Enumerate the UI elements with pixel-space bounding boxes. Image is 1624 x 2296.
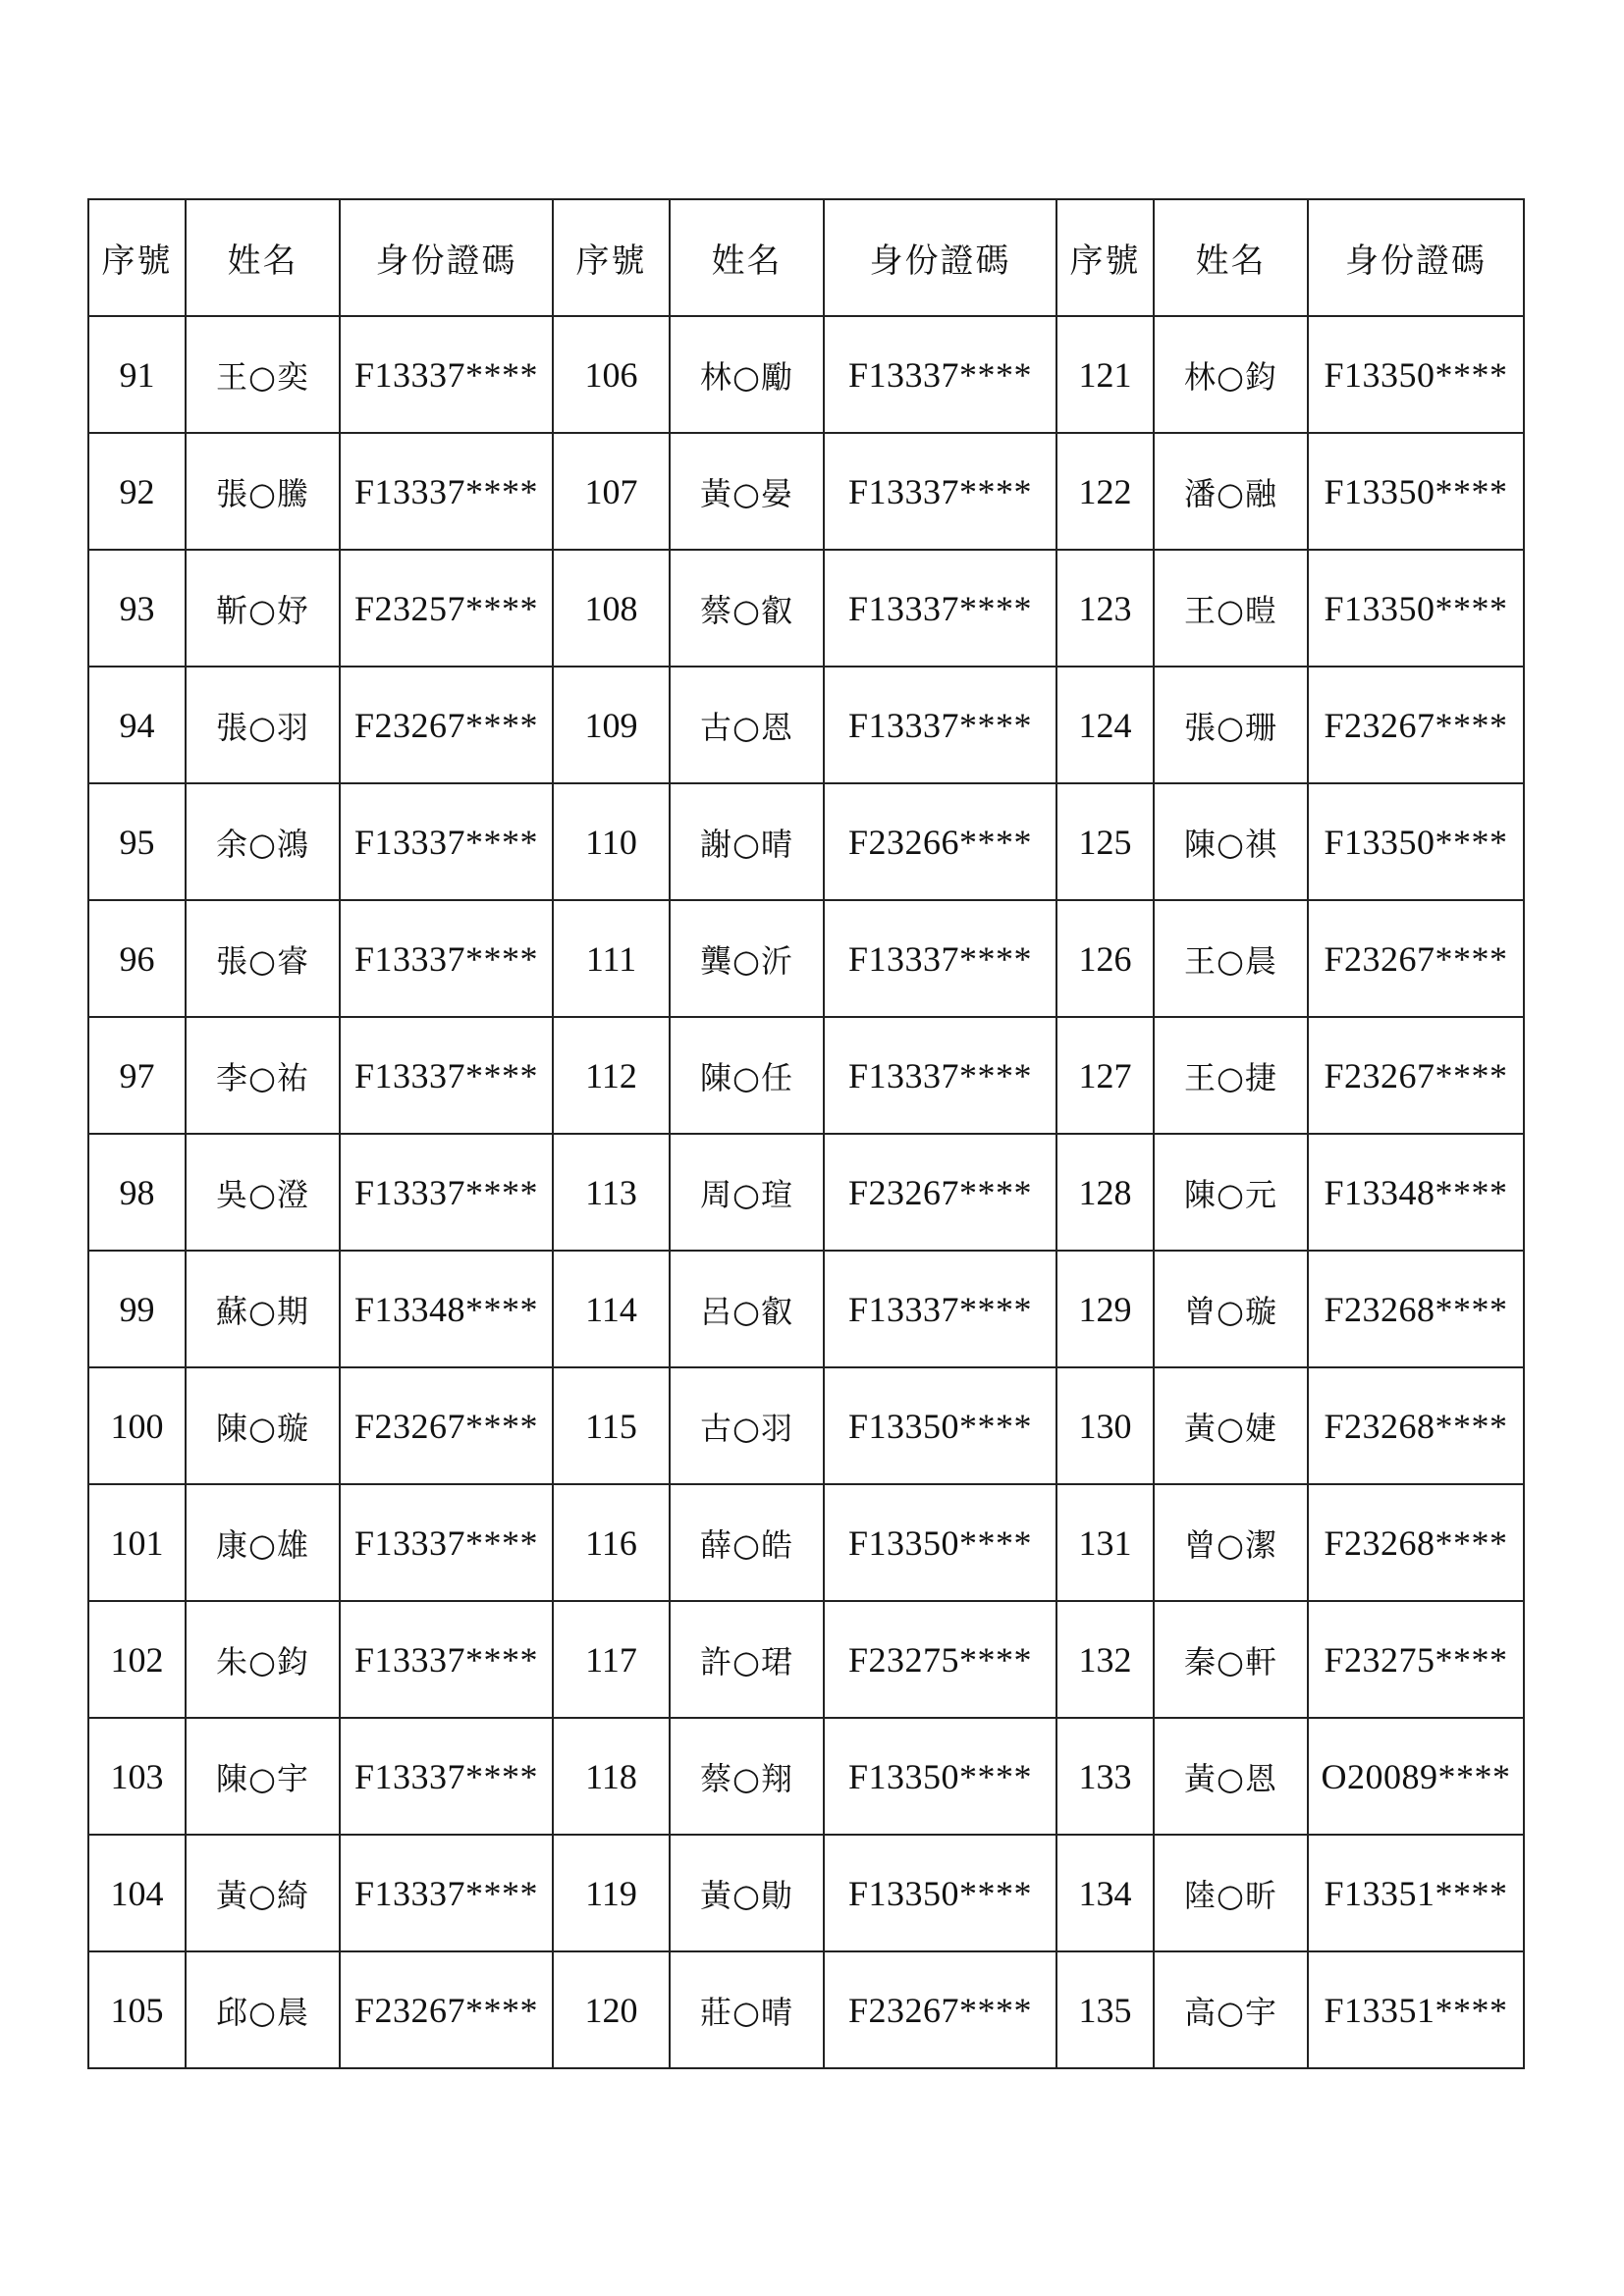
- name-cell: 張○羽: [186, 667, 340, 783]
- seq-cell: 132: [1056, 1601, 1154, 1718]
- table-row: [88, 550, 1524, 667]
- id-cell: F13337****: [824, 550, 1056, 667]
- table-row: [88, 316, 1524, 433]
- seq-cell: 102: [88, 1601, 186, 1718]
- seq-cell: 116: [553, 1484, 670, 1601]
- seq-cell: 99: [88, 1251, 186, 1367]
- header-seq-3: 序號: [1056, 199, 1154, 316]
- seq-cell: 100: [88, 1367, 186, 1484]
- id-cell: F13350****: [824, 1835, 1056, 1951]
- name-cell: 莊○晴: [670, 1951, 824, 2068]
- seq-cell: 121: [1056, 316, 1154, 433]
- name-cell: 龔○沂: [670, 900, 824, 1017]
- seq-cell: 93: [88, 550, 186, 667]
- header-name-2: 姓名: [670, 199, 824, 316]
- name-cell: 曾○潔: [1154, 1484, 1308, 1601]
- id-cell: F13350****: [824, 1718, 1056, 1835]
- id-cell: F23266****: [824, 783, 1056, 900]
- id-cell: F13337****: [340, 1017, 553, 1134]
- seq-cell: 134: [1056, 1835, 1154, 1951]
- name-cell: 王○暟: [1154, 550, 1308, 667]
- seq-cell: 105: [88, 1951, 186, 2068]
- seq-cell: 127: [1056, 1017, 1154, 1134]
- table-row: [88, 1134, 1524, 1251]
- table-row: [88, 1718, 1524, 1835]
- header-name-1: 姓名: [186, 199, 340, 316]
- id-cell: F23268****: [1308, 1367, 1524, 1484]
- id-cell: F13337****: [824, 1017, 1056, 1134]
- seq-cell: 98: [88, 1134, 186, 1251]
- name-cell: 潘○融: [1154, 433, 1308, 550]
- roster-table: [87, 198, 1525, 2069]
- name-cell: 余○鴻: [186, 783, 340, 900]
- name-cell: 黃○綺: [186, 1835, 340, 1951]
- name-cell: 王○奕: [186, 316, 340, 433]
- id-cell: F23267****: [824, 1134, 1056, 1251]
- seq-cell: 131: [1056, 1484, 1154, 1601]
- id-cell: F13337****: [340, 900, 553, 1017]
- table-row: [88, 1835, 1524, 1951]
- id-cell: F13350****: [1308, 433, 1524, 550]
- table-row: [88, 1484, 1524, 1601]
- seq-cell: 133: [1056, 1718, 1154, 1835]
- header-id-2: 身份證碼: [824, 199, 1056, 316]
- seq-cell: 97: [88, 1017, 186, 1134]
- name-cell: 陳○元: [1154, 1134, 1308, 1251]
- id-cell: F13350****: [1308, 550, 1524, 667]
- id-cell: F23267****: [1308, 667, 1524, 783]
- name-cell: 陳○璇: [186, 1367, 340, 1484]
- id-cell: F23268****: [1308, 1484, 1524, 1601]
- id-cell: F13337****: [824, 900, 1056, 1017]
- name-cell: 高○宇: [1154, 1951, 1308, 2068]
- name-cell: 黃○勛: [670, 1835, 824, 1951]
- id-cell: F23257****: [340, 550, 553, 667]
- name-cell: 陳○宇: [186, 1718, 340, 1835]
- id-cell: F23267****: [340, 667, 553, 783]
- name-cell: 林○勵: [670, 316, 824, 433]
- seq-cell: 101: [88, 1484, 186, 1601]
- seq-cell: 130: [1056, 1367, 1154, 1484]
- id-cell: F13350****: [824, 1484, 1056, 1601]
- name-cell: 黃○恩: [1154, 1718, 1308, 1835]
- id-cell: F13337****: [340, 1718, 553, 1835]
- seq-cell: 108: [553, 550, 670, 667]
- header-id-3: 身份證碼: [1308, 199, 1524, 316]
- header-seq-2: 序號: [553, 199, 670, 316]
- name-cell: 呂○叡: [670, 1251, 824, 1367]
- id-cell: F13337****: [340, 783, 553, 900]
- id-cell: F13337****: [340, 1134, 553, 1251]
- name-cell: 張○睿: [186, 900, 340, 1017]
- id-cell: F23267****: [1308, 1017, 1524, 1134]
- name-cell: 邱○晨: [186, 1951, 340, 2068]
- name-cell: 朱○鈞: [186, 1601, 340, 1718]
- id-cell: F23268****: [1308, 1251, 1524, 1367]
- seq-cell: 120: [553, 1951, 670, 2068]
- seq-cell: 107: [553, 433, 670, 550]
- header-name-3: 姓名: [1154, 199, 1308, 316]
- name-cell: 蔡○翔: [670, 1718, 824, 1835]
- id-cell: F23275****: [1308, 1601, 1524, 1718]
- seq-cell: 103: [88, 1718, 186, 1835]
- seq-cell: 91: [88, 316, 186, 433]
- name-cell: 陳○祺: [1154, 783, 1308, 900]
- name-cell: 吳○澄: [186, 1134, 340, 1251]
- table-row: [88, 667, 1524, 783]
- header-id-1: 身份證碼: [340, 199, 553, 316]
- id-cell: F13337****: [824, 316, 1056, 433]
- name-cell: 王○晨: [1154, 900, 1308, 1017]
- name-cell: 陸○昕: [1154, 1835, 1308, 1951]
- name-cell: 古○羽: [670, 1367, 824, 1484]
- seq-cell: 110: [553, 783, 670, 900]
- seq-cell: 135: [1056, 1951, 1154, 2068]
- seq-cell: 95: [88, 783, 186, 900]
- table-row: [88, 900, 1524, 1017]
- id-cell: F13337****: [340, 433, 553, 550]
- id-cell: F13348****: [1308, 1134, 1524, 1251]
- name-cell: 許○珺: [670, 1601, 824, 1718]
- id-cell: F13351****: [1308, 1835, 1524, 1951]
- table-row: [88, 1251, 1524, 1367]
- name-cell: 黃○晏: [670, 433, 824, 550]
- id-cell: O20089****: [1308, 1718, 1524, 1835]
- id-cell: F13350****: [824, 1367, 1056, 1484]
- name-cell: 薛○皓: [670, 1484, 824, 1601]
- table-row: [88, 433, 1524, 550]
- seq-cell: 124: [1056, 667, 1154, 783]
- header-seq-1: 序號: [88, 199, 186, 316]
- seq-cell: 117: [553, 1601, 670, 1718]
- seq-cell: 111: [553, 900, 670, 1017]
- id-cell: F23267****: [340, 1367, 553, 1484]
- id-cell: F13350****: [1308, 316, 1524, 433]
- seq-cell: 118: [553, 1718, 670, 1835]
- seq-cell: 92: [88, 433, 186, 550]
- id-cell: F23275****: [824, 1601, 1056, 1718]
- seq-cell: 119: [553, 1835, 670, 1951]
- name-cell: 曾○璇: [1154, 1251, 1308, 1367]
- seq-cell: 106: [553, 316, 670, 433]
- name-cell: 張○騰: [186, 433, 340, 550]
- id-cell: F13351****: [1308, 1951, 1524, 2068]
- name-cell: 周○瑄: [670, 1134, 824, 1251]
- id-cell: F23267****: [340, 1951, 553, 2068]
- name-cell: 陳○任: [670, 1017, 824, 1134]
- id-cell: F13350****: [1308, 783, 1524, 900]
- table-row: [88, 1367, 1524, 1484]
- table-header-row: [88, 199, 1524, 316]
- name-cell: 林○鈞: [1154, 316, 1308, 433]
- name-cell: 李○祐: [186, 1017, 340, 1134]
- seq-cell: 126: [1056, 900, 1154, 1017]
- seq-cell: 109: [553, 667, 670, 783]
- name-cell: 張○珊: [1154, 667, 1308, 783]
- id-cell: F23267****: [824, 1951, 1056, 2068]
- name-cell: 秦○軒: [1154, 1601, 1308, 1718]
- name-cell: 謝○晴: [670, 783, 824, 900]
- id-cell: F13337****: [824, 1251, 1056, 1367]
- id-cell: F13337****: [824, 433, 1056, 550]
- name-cell: 靳○妤: [186, 550, 340, 667]
- table-row: [88, 1951, 1524, 2068]
- id-cell: F13337****: [340, 1484, 553, 1601]
- id-cell: F23267****: [1308, 900, 1524, 1017]
- id-cell: F13337****: [340, 316, 553, 433]
- seq-cell: 125: [1056, 783, 1154, 900]
- name-cell: 古○恩: [670, 667, 824, 783]
- id-cell: F13348****: [340, 1251, 553, 1367]
- table-row: [88, 1601, 1524, 1718]
- seq-cell: 129: [1056, 1251, 1154, 1367]
- name-cell: 康○雄: [186, 1484, 340, 1601]
- seq-cell: 114: [553, 1251, 670, 1367]
- id-cell: F13337****: [824, 667, 1056, 783]
- seq-cell: 128: [1056, 1134, 1154, 1251]
- name-cell: 蘇○期: [186, 1251, 340, 1367]
- name-cell: 黃○婕: [1154, 1367, 1308, 1484]
- id-cell: F13337****: [340, 1601, 553, 1718]
- seq-cell: 123: [1056, 550, 1154, 667]
- seq-cell: 113: [553, 1134, 670, 1251]
- seq-cell: 96: [88, 900, 186, 1017]
- seq-cell: 94: [88, 667, 186, 783]
- seq-cell: 122: [1056, 433, 1154, 550]
- seq-cell: 115: [553, 1367, 670, 1484]
- table-row: [88, 783, 1524, 900]
- name-cell: 蔡○叡: [670, 550, 824, 667]
- seq-cell: 112: [553, 1017, 670, 1134]
- table-row: [88, 1017, 1524, 1134]
- id-cell: F13337****: [340, 1835, 553, 1951]
- seq-cell: 104: [88, 1835, 186, 1951]
- name-cell: 王○捷: [1154, 1017, 1308, 1134]
